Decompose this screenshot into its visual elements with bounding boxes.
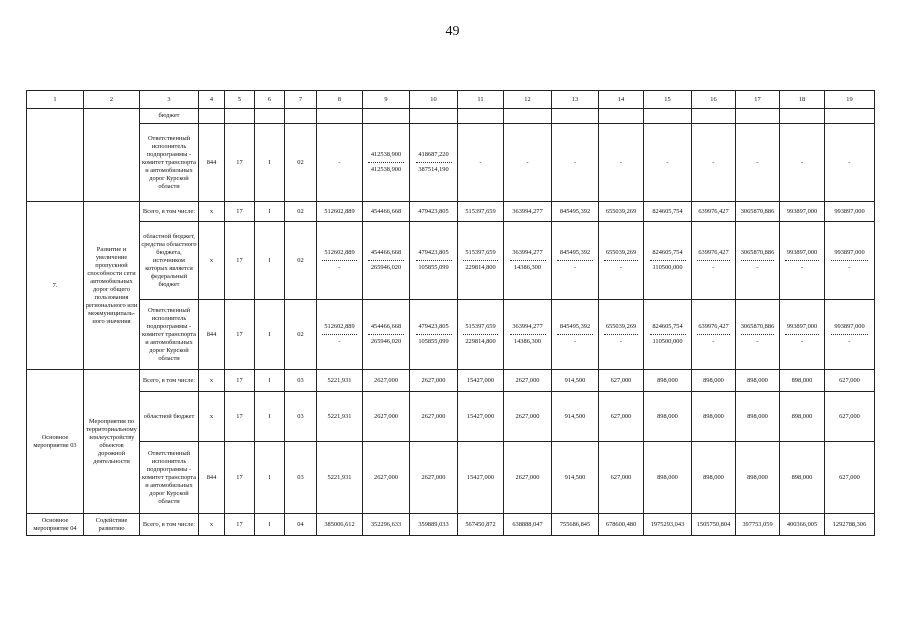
column-number: 14 — [599, 91, 644, 109]
table-cell: 627,000 — [599, 392, 644, 442]
table-cell: 15427,000 — [458, 392, 504, 442]
table-cell: 844 — [199, 442, 225, 514]
table-cell: - — [780, 124, 825, 202]
table-cell: 02 — [285, 202, 317, 222]
split-value — [364, 151, 408, 174]
source-cell: Всего, в том числе: — [140, 514, 199, 536]
value-bottom: - — [619, 264, 623, 271]
table-cell: 755686,845 — [552, 514, 599, 536]
table-cell: 844 — [199, 124, 225, 202]
table-cell: 17 — [225, 300, 255, 370]
value-bottom: 110500,000 — [652, 338, 683, 345]
table-cell: - — [736, 124, 780, 202]
split-value-cell — [504, 222, 552, 300]
table-cell: 17 — [225, 514, 255, 536]
source-cell: Ответственный исполнитель подпрограммы - комитет транспорта и автомобильных дорог Курской области — [140, 300, 199, 370]
table-cell: 2627,000 — [504, 442, 552, 514]
value-bottom: - — [756, 264, 759, 271]
table-cell — [644, 109, 692, 124]
page-number: 49 — [445, 24, 460, 39]
table-cell: 993897,000 — [825, 202, 875, 222]
split-value-cell — [736, 222, 780, 300]
table-row — [27, 202, 875, 222]
value-bottom: 265946,020 — [370, 264, 402, 271]
table-cell: 898,000 — [736, 370, 780, 392]
table-cell: 02 — [285, 124, 317, 202]
table-cell — [410, 109, 458, 124]
split-value — [505, 323, 550, 346]
table-cell: 2627,000 — [410, 442, 458, 514]
table-cell: 2627,000 — [410, 370, 458, 392]
divider-line — [463, 257, 497, 261]
split-value-cell — [644, 222, 692, 300]
split-value — [318, 249, 361, 272]
table-cell — [780, 109, 825, 124]
table-cell: х — [199, 222, 225, 300]
table-cell: 678600,480 — [599, 514, 644, 536]
table-cell: 844 — [199, 300, 225, 370]
table-row — [27, 300, 875, 370]
table-cell: I — [255, 124, 285, 202]
table-cell: 898,000 — [644, 442, 692, 514]
table-cell — [692, 109, 736, 124]
table-cell: х — [199, 202, 225, 222]
split-value-cell — [317, 300, 363, 370]
table-cell: 898,000 — [780, 442, 825, 514]
table-cell: 2627,000 — [363, 442, 410, 514]
table-row — [27, 222, 875, 300]
split-value-cell — [599, 300, 644, 370]
table-cell: 17 — [225, 202, 255, 222]
column-number: 5 — [225, 91, 255, 109]
value-top: 845495,392 — [559, 323, 591, 330]
value-top: 845495,392 — [559, 249, 591, 256]
split-value-cell — [552, 300, 599, 370]
divider-line — [368, 331, 403, 335]
column-number: 15 — [644, 91, 692, 109]
divider-line — [510, 257, 546, 261]
table-cell: - — [317, 124, 363, 202]
table-cell — [458, 109, 504, 124]
table-cell: 914,500 — [552, 442, 599, 514]
table-cell — [317, 109, 363, 124]
table-cell: - — [599, 124, 644, 202]
table-cell: 914,500 — [552, 370, 599, 392]
split-value-cell — [504, 300, 552, 370]
column-number: 10 — [410, 91, 458, 109]
number-cell: Основное мероприятие 03 — [27, 370, 84, 514]
table-cell — [255, 109, 285, 124]
split-value — [781, 323, 823, 346]
value-top: 655039,269 — [605, 323, 637, 330]
table-cell: 363994,277 — [504, 202, 552, 222]
value-bottom: 229814,800 — [465, 264, 496, 271]
table-cell: 359889,033 — [410, 514, 458, 536]
table-cell — [199, 109, 225, 124]
number-cell: Основное мероприятие 04 — [27, 514, 84, 536]
name-cell: Содействие развитию — [84, 514, 140, 536]
split-value-cell — [644, 300, 692, 370]
source-cell: Всего, в том числе: — [140, 202, 199, 222]
table-cell: 02 — [285, 300, 317, 370]
source-cell: Ответственный исполнитель подпрограммы - комитет транспорта и автомобильных дорог Курской области — [140, 442, 199, 514]
table-cell: 898,000 — [780, 370, 825, 392]
table-cell — [825, 109, 875, 124]
column-number: 8 — [317, 91, 363, 109]
divider-line — [785, 257, 819, 261]
table-cell: 512602,889 — [317, 202, 363, 222]
split-value-cell — [780, 300, 825, 370]
value-bottom: - — [848, 264, 851, 271]
table-cell: 17 — [225, 370, 255, 392]
split-value-cell — [363, 124, 410, 202]
table-cell: 627,000 — [825, 392, 875, 442]
value-top: 639976,427 — [698, 249, 729, 256]
source-cell: областной бюджет — [140, 392, 199, 442]
table-body — [27, 91, 875, 536]
value-bottom: - — [619, 338, 623, 345]
split-value-cell — [780, 222, 825, 300]
table-cell: - — [825, 124, 875, 202]
table-cell: 1505750,804 — [692, 514, 736, 536]
column-number: 1 — [27, 91, 84, 109]
value-bottom: - — [848, 338, 851, 345]
table-row — [27, 514, 875, 536]
value-top: 363994,277 — [512, 323, 543, 330]
name-cell — [84, 109, 140, 202]
table-cell: 03 — [285, 392, 317, 442]
table-cell: 993897,000 — [780, 202, 825, 222]
split-value-cell — [825, 222, 875, 300]
split-value — [505, 249, 550, 272]
value-top: 655039,269 — [605, 249, 637, 256]
value-bottom: 110500,000 — [652, 264, 683, 271]
divider-line — [416, 331, 452, 335]
column-number: 18 — [780, 91, 825, 109]
table-cell — [599, 109, 644, 124]
table-cell: - — [504, 124, 552, 202]
number-cell: 7. — [27, 202, 84, 370]
value-top: 479423,805 — [418, 323, 449, 330]
value-bottom: - — [800, 264, 804, 271]
table-cell: 3065870,886 — [736, 202, 780, 222]
value-top: 3065870,886 — [740, 249, 775, 256]
table-cell: 17 — [225, 442, 255, 514]
split-value-cell — [736, 300, 780, 370]
divider-line — [650, 331, 686, 335]
value-top: 515397,659 — [465, 323, 496, 330]
divider-line — [368, 159, 403, 163]
split-value — [737, 249, 778, 272]
split-value — [364, 249, 408, 272]
table-cell: - — [644, 124, 692, 202]
value-top: 639976,427 — [698, 323, 729, 330]
divider-line — [697, 257, 730, 261]
divider-line — [604, 331, 638, 335]
value-top: 993897,000 — [834, 323, 865, 330]
split-value — [411, 151, 456, 174]
column-number: 7 — [285, 91, 317, 109]
value-bottom: - — [712, 338, 715, 345]
value-top: 363994,277 — [512, 249, 543, 256]
column-number: 3 — [140, 91, 199, 109]
column-number: 19 — [825, 91, 875, 109]
value-bottom: 265946,020 — [370, 338, 402, 345]
table-cell: 17 — [225, 392, 255, 442]
value-top: 824605,754 — [652, 323, 683, 330]
table-cell: 627,000 — [599, 442, 644, 514]
split-value-cell — [599, 222, 644, 300]
table-cell: - — [692, 124, 736, 202]
table-cell: 2627,000 — [504, 392, 552, 442]
column-number: 11 — [458, 91, 504, 109]
table-cell: 385006,612 — [317, 514, 363, 536]
divider-line — [785, 331, 819, 335]
split-value-cell — [363, 300, 410, 370]
divider-line — [557, 331, 592, 335]
table-cell: 914,500 — [552, 392, 599, 442]
table-cell: - — [552, 124, 599, 202]
split-value-cell — [410, 300, 458, 370]
table-cell: 397753,059 — [736, 514, 780, 536]
table-cell: 5221,931 — [317, 392, 363, 442]
table-row — [27, 124, 875, 202]
value-bottom: - — [573, 338, 577, 345]
table-cell — [504, 109, 552, 124]
split-value — [737, 323, 778, 346]
divider-line — [604, 257, 638, 261]
divider-line — [557, 257, 592, 261]
value-top: 479423,805 — [418, 249, 449, 256]
column-number: 2 — [84, 91, 140, 109]
table-cell: 898,000 — [736, 392, 780, 442]
divider-line — [368, 257, 403, 261]
divider-line — [322, 331, 356, 335]
source-cell: Ответственный исполнитель подпрограммы - комитет транспорта и автомобильных дорог Курской области — [140, 124, 199, 202]
table-cell: I — [255, 514, 285, 536]
column-number: 13 — [552, 91, 599, 109]
table-cell — [225, 109, 255, 124]
split-value — [553, 323, 597, 346]
name-cell: Развитие и увеличение пропускной способности сети автомобильных дорог общего пользования регионального или межмуниципаль-ного значения — [84, 202, 140, 370]
value-top: 512602,889 — [324, 249, 355, 256]
column-number: 17 — [736, 91, 780, 109]
table-cell: I — [255, 370, 285, 392]
table-cell: 2627,000 — [504, 370, 552, 392]
divider-line — [650, 257, 686, 261]
table-cell: 2627,000 — [363, 392, 410, 442]
value-top: 454466,668 — [370, 323, 402, 330]
split-value — [693, 249, 734, 272]
table-cell: 515397,659 — [458, 202, 504, 222]
value-bottom: - — [756, 338, 759, 345]
table-cell: х — [199, 392, 225, 442]
value-bottom: - — [573, 264, 577, 271]
value-top: 418687,220 — [418, 151, 449, 158]
split-value — [600, 323, 642, 346]
split-value — [364, 323, 408, 346]
value-bottom: 412538,900 — [370, 166, 402, 173]
table-row — [27, 109, 875, 124]
table-row — [27, 370, 875, 392]
table-cell: 845495,392 — [552, 202, 599, 222]
split-value-cell — [825, 300, 875, 370]
divider-line — [510, 331, 546, 335]
divider-line — [741, 257, 774, 261]
value-top: 824605,754 — [652, 249, 683, 256]
divider-line — [831, 257, 869, 261]
value-top: 454466,668 — [370, 249, 402, 256]
split-value-cell — [458, 222, 504, 300]
value-top: 993897,000 — [786, 249, 818, 256]
value-bottom: - — [712, 264, 715, 271]
split-value-cell — [410, 222, 458, 300]
split-value-cell — [692, 222, 736, 300]
value-top: 515397,659 — [465, 249, 496, 256]
value-bottom: 229814,800 — [465, 338, 496, 345]
split-value — [459, 323, 502, 346]
column-number: 16 — [692, 91, 736, 109]
table-cell: 15427,000 — [458, 370, 504, 392]
table-cell: 2627,000 — [410, 392, 458, 442]
table-cell: 5221,931 — [317, 370, 363, 392]
value-top: 3065870,886 — [740, 323, 775, 330]
budget-table — [26, 90, 875, 536]
split-value — [826, 323, 873, 346]
value-bottom: 105855,099 — [418, 338, 449, 345]
table-cell: х — [199, 514, 225, 536]
column-number: 4 — [199, 91, 225, 109]
value-bottom: - — [800, 338, 804, 345]
divider-line — [416, 257, 452, 261]
table-cell: 638888,047 — [504, 514, 552, 536]
table-cell: 898,000 — [644, 392, 692, 442]
divider-line — [697, 331, 730, 335]
value-top: 412538,900 — [370, 151, 402, 158]
table-cell: I — [255, 300, 285, 370]
value-bottom: - — [338, 264, 341, 271]
split-value-cell — [317, 222, 363, 300]
value-bottom: - — [338, 338, 341, 345]
split-value-cell — [410, 124, 458, 202]
divider-line — [416, 159, 452, 163]
name-cell: Мероприятия по территориальному землеустройству объектов дорожной деятельности — [84, 370, 140, 514]
split-value — [645, 249, 690, 272]
split-value-cell — [552, 222, 599, 300]
table-cell: - — [458, 124, 504, 202]
table-cell: 1975293,043 — [644, 514, 692, 536]
table-cell — [552, 109, 599, 124]
table-cell: I — [255, 442, 285, 514]
table-cell: 898,000 — [692, 370, 736, 392]
split-value-cell — [692, 300, 736, 370]
value-top: 993897,000 — [834, 249, 865, 256]
table-cell: 479423,805 — [410, 202, 458, 222]
table-row — [27, 442, 875, 514]
table-cell: 04 — [285, 514, 317, 536]
header-row — [27, 91, 875, 109]
table-cell: 400366,005 — [780, 514, 825, 536]
divider-line — [463, 331, 497, 335]
table-cell: 5221,931 — [317, 442, 363, 514]
table-cell: 898,000 — [692, 392, 736, 442]
table-cell: 627,000 — [825, 370, 875, 392]
table-cell: 454466,668 — [363, 202, 410, 222]
value-bottom: 14386,300 — [513, 264, 542, 271]
table-cell: I — [255, 202, 285, 222]
table-cell: 1292788,306 — [825, 514, 875, 536]
table-cell: 15427,000 — [458, 442, 504, 514]
table-cell: 17 — [225, 222, 255, 300]
table-cell: 627,000 — [599, 370, 644, 392]
divider-line — [322, 257, 356, 261]
table-cell: 639976,427 — [692, 202, 736, 222]
table-cell: 824605,754 — [644, 202, 692, 222]
source-cell: Всего, в том числе: — [140, 370, 199, 392]
split-value — [645, 323, 690, 346]
column-number: 6 — [255, 91, 285, 109]
table-cell: 03 — [285, 370, 317, 392]
split-value-cell — [363, 222, 410, 300]
split-value — [693, 323, 734, 346]
table-cell: 898,000 — [692, 442, 736, 514]
split-value — [826, 249, 873, 272]
split-value — [781, 249, 823, 272]
split-value — [318, 323, 361, 346]
table-cell: 02 — [285, 222, 317, 300]
table-row — [27, 392, 875, 442]
split-value — [411, 249, 456, 272]
table-cell: I — [255, 222, 285, 300]
column-number: 12 — [504, 91, 552, 109]
table-cell: 567450,872 — [458, 514, 504, 536]
table-cell: х — [199, 370, 225, 392]
split-value — [459, 249, 502, 272]
table-cell — [285, 109, 317, 124]
split-value-cell — [458, 300, 504, 370]
number-cell — [27, 109, 84, 202]
column-number: 9 — [363, 91, 410, 109]
value-bottom: 105855,099 — [418, 264, 449, 271]
table-cell: 898,000 — [644, 370, 692, 392]
split-value — [411, 323, 456, 346]
split-value — [553, 249, 597, 272]
divider-line — [831, 331, 869, 335]
table-cell: I — [255, 392, 285, 442]
value-bottom: 387514,190 — [418, 166, 449, 173]
table-cell — [363, 109, 410, 124]
value-top: 512602,889 — [324, 323, 355, 330]
table-cell: 627,000 — [825, 442, 875, 514]
divider-line — [741, 331, 774, 335]
value-bottom: 14386,300 — [513, 338, 542, 345]
source-cell: бюджет — [140, 109, 199, 124]
table-cell: 898,000 — [736, 442, 780, 514]
table-cell: 2627,000 — [363, 370, 410, 392]
value-top: 993897,000 — [786, 323, 818, 330]
split-value — [600, 249, 642, 272]
table-cell: 898,000 — [780, 392, 825, 442]
table-cell: 17 — [225, 124, 255, 202]
table-cell — [736, 109, 780, 124]
table-cell: 655039,269 — [599, 202, 644, 222]
source-cell: областной бюджет, средства областного бюджета, источником которых является федеральный бюджет — [140, 222, 199, 300]
table-cell: 352296,633 — [363, 514, 410, 536]
table-cell: 03 — [285, 442, 317, 514]
